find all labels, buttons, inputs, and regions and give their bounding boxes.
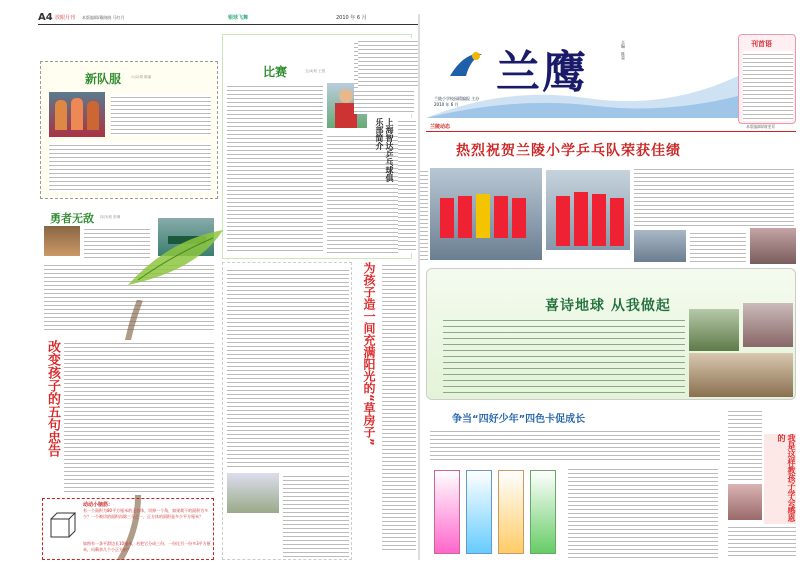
xindui-title: 新队服 xyxy=(85,72,122,86)
earth-photo-1 xyxy=(689,309,739,351)
team-photo xyxy=(430,168,542,260)
mid-right-text xyxy=(382,262,416,552)
vertical-title-right: 我是这样教孩子学会感恩的 xyxy=(764,434,796,524)
puzzle-text-2: 如图有一条平滑边长10厘米，若把它分成三份，一份比另一份多3平方厘米，问剩余几个小正方形？ xyxy=(83,541,211,552)
staff-line: 主编：陈荣 xyxy=(621,40,626,60)
right-editors: 本版编辑/顾雯菲 xyxy=(746,124,776,129)
yongzhe-title: 勇者无敌 xyxy=(50,212,94,225)
blurb-text xyxy=(743,51,793,121)
club-text-2 xyxy=(398,118,416,253)
players-photo xyxy=(546,170,630,250)
yongzhe-author: 四(3)班 张琳 xyxy=(100,215,121,219)
four-good-text xyxy=(430,428,720,462)
bisai-text-1 xyxy=(227,83,323,253)
right-col-text-2 xyxy=(728,524,796,558)
masthead-issue: 2010 年 6 月 xyxy=(434,102,459,107)
bisai-title: 比赛 xyxy=(263,65,288,79)
headline: 热烈祝贺兰陵小学乒乓队荣获佳绩 xyxy=(456,143,681,159)
earth-photo-3 xyxy=(689,353,793,397)
right-page xyxy=(420,0,800,563)
xindui-text-2 xyxy=(49,142,211,192)
news-text-2 xyxy=(690,230,746,262)
earth-body xyxy=(443,315,685,395)
bookmark-4 xyxy=(530,470,556,554)
right-col-text xyxy=(728,408,762,480)
cube-icon xyxy=(49,511,77,539)
editors-line: 本版编辑/戴晓晓 马红月 xyxy=(82,15,125,20)
left-header xyxy=(38,12,418,24)
page-divider xyxy=(418,14,420,560)
club-text-3 xyxy=(420,168,428,260)
mid-info-text xyxy=(358,38,418,88)
masthead xyxy=(426,26,738,118)
masthead-staff xyxy=(606,40,626,100)
leaf-decoration xyxy=(128,230,228,290)
bookmark-3 xyxy=(498,470,524,554)
section-tag: 兰陵动态 xyxy=(430,124,451,130)
section-name: 放眼月刊 xyxy=(55,15,76,21)
eagle-logo-icon xyxy=(446,46,486,86)
xindui-author: 六(2)班 陈丽 xyxy=(131,75,152,79)
xindui-box xyxy=(40,61,218,199)
earth-title: 喜诗地球 从我做起 xyxy=(545,298,671,314)
earth-photo-2 xyxy=(743,303,793,347)
earth-section xyxy=(426,268,796,400)
grass-house-photo xyxy=(227,473,279,513)
blurb-box xyxy=(738,34,796,124)
mid-info-column xyxy=(356,34,424,94)
masthead-title: 兰鹰 xyxy=(496,47,588,98)
vertical-title-mid: 为孩子造一间充满阳光的“草房子” xyxy=(362,262,376,446)
right-column xyxy=(726,404,798,560)
bookmark-1 xyxy=(434,470,460,554)
puzzle-text: 有一个面积为80平方厘米的正方体，切掉一个角，如果裁下的面积为多少？一个被切的面积再除三分之一，正方体的面积是多少平方厘米？ xyxy=(83,508,209,519)
advice-text xyxy=(64,340,214,495)
mid-date: 2010 年 6 月 xyxy=(336,15,367,21)
mid-article-text xyxy=(227,267,349,467)
club-intro-title: 上海智达乒乓球俱乐部简介 xyxy=(375,118,394,182)
four-good-text-2 xyxy=(568,466,718,558)
mid-section-name: 银球飞舞 xyxy=(228,15,249,21)
bisai-author: 五(4)班 王悦 xyxy=(305,69,326,73)
section-tag-bar xyxy=(426,122,796,132)
group-photo xyxy=(750,228,796,264)
mid-article xyxy=(222,262,352,560)
header-rule xyxy=(38,24,418,25)
xindui-text xyxy=(111,94,211,136)
masthead-org: 兰陵小学校园精编报 主办 xyxy=(434,96,480,101)
family-photo xyxy=(728,484,762,520)
vertical-title-left: 改变孩子的五句忠告 xyxy=(45,340,60,457)
puzzle-title: 动动小脑筋： xyxy=(83,502,114,508)
bookmark-cards xyxy=(430,466,564,558)
four-good-section xyxy=(426,404,722,560)
team-uniform-photo xyxy=(49,92,105,137)
bookmark-2 xyxy=(466,470,492,554)
mid-article-text-2 xyxy=(283,473,349,557)
news-text xyxy=(634,166,794,228)
puzzle-box xyxy=(42,498,214,560)
coach-photo xyxy=(634,230,686,262)
award-photo xyxy=(44,226,80,256)
blurb-title: 刊首语 xyxy=(751,40,772,48)
four-good-title: 争当“四好少年”四色卡促成长 xyxy=(452,414,586,425)
page-number: A4 xyxy=(38,12,53,23)
